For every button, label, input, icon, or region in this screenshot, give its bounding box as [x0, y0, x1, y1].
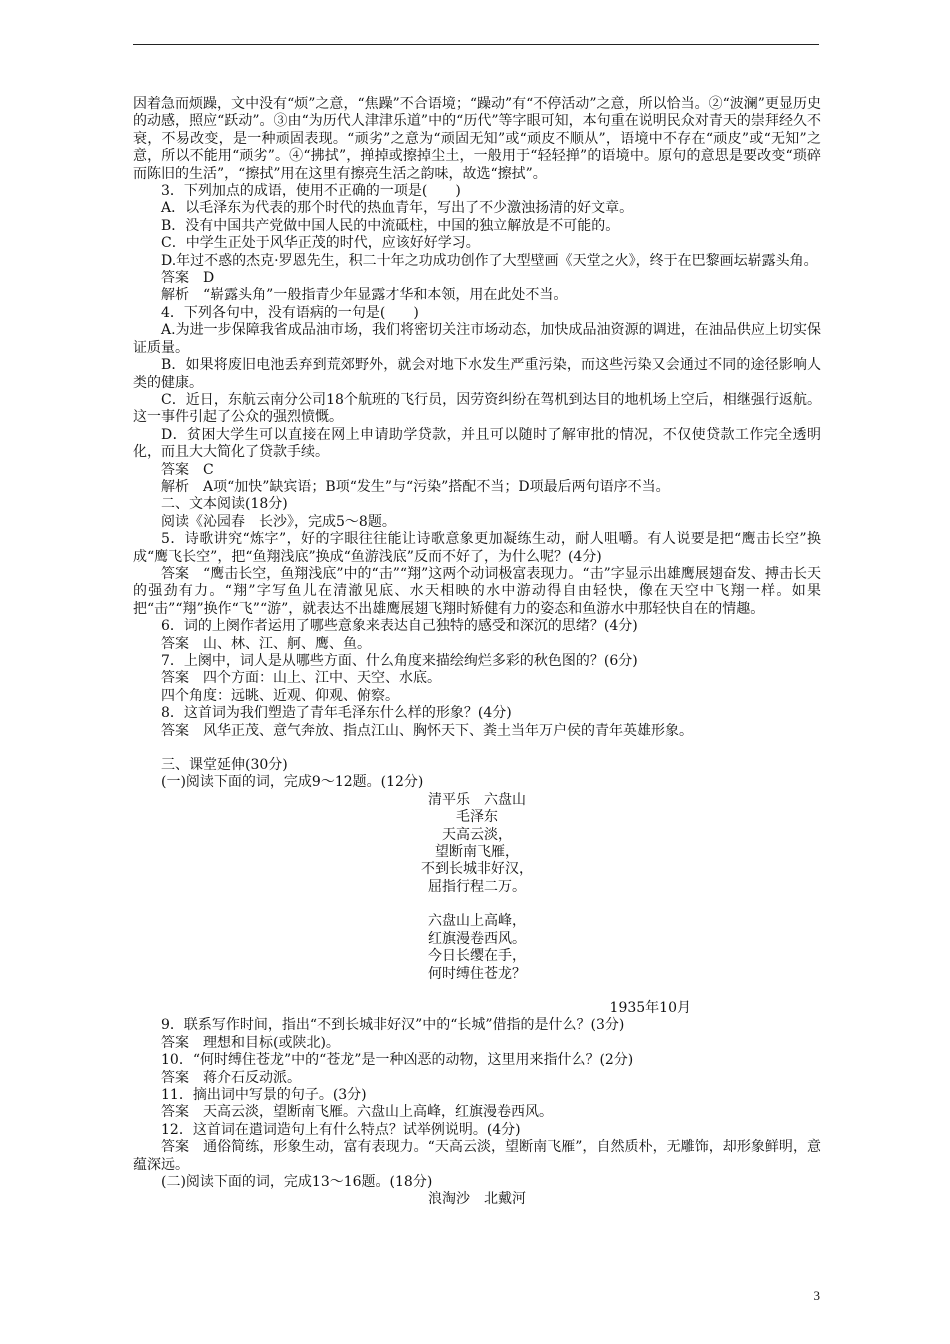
paragraph: C．中学生正处于风华正茂的时代，应该好好学习。 — [161, 235, 480, 252]
header-rule — [133, 44, 819, 45]
paragraph: A．以毛泽东为代表的那个时代的热血青年，写出了不少激浊扬清的好文章。 — [161, 200, 634, 217]
paragraph: 12．这首词在遣词造句上有什么特点？试举例说明。(4分) — [161, 1121, 521, 1138]
paragraph: 7．上阕中，词人是从哪些方面、什么角度来描绘绚烂多彩的秋色图的？(6分) — [161, 653, 638, 669]
section-intro: (一)阅读下面的词，完成9～12题。(12分) — [161, 774, 424, 791]
poem-line: 红旗漫卷西风。 — [428, 930, 526, 947]
paragraph: 答案 “鹰击长空，鱼翔浅底”中的“击”“翔”这两个动词极富表现力。“击”字显示出雄鹰展翅奋发、搏击长天的强劲有力。“翔”字写鱼儿在清澈见底、水天相映的水中游动得自由轻快，像在天空中飞翔一样。如果把“击”“翔”换作“飞”“游”，就表达不出雄鹰展翅飞翔时矫健有力的姿态和鱼游水中那轻快自在的情趣。 — [133, 565, 821, 617]
section-heading: 三、课堂延伸(30分) — [161, 757, 288, 774]
paragraph: 5．诗歌讲究“炼字”，好的字眼往往能让诗歌意象更加凝练生动，耐人咀嚼。有人说要是把“鹰击长空”换成“鹰飞长空”，把“鱼翔浅底”换成“鱼游浅底”反而不好了，为什么呢？(4分) — [133, 531, 821, 565]
paragraph: 阅读《沁园春 长沙》，完成5～8题。 — [161, 513, 396, 530]
paragraph: 答案 天高云淡，望断南飞雁。六盘山上高峰，红旗漫卷西风。 — [161, 1104, 553, 1121]
paragraph-block — [133, 96, 821, 740]
paragraph: 答案 四个方面：山上、江中、天空、水底。 — [161, 670, 441, 687]
paragraph: 9．联系写作时间，指出“不到长城非好汉”中的“长城”借指的是什么？(3分) — [161, 1017, 625, 1034]
poem2-title: 浪淘沙 北戴河 — [428, 1191, 526, 1208]
paragraph: 答案 理想和目标(或陕北)。 — [161, 1034, 340, 1051]
paragraph: 答案 D — [161, 270, 215, 287]
paragraph: D.年过不惑的杰克·罗恩先生，积二十年之功成功创作了大型壁画《天堂之火》，终于在巴黎画坛崭露头角。 — [161, 252, 818, 269]
poem-line: 何时缚住苍龙？ — [428, 965, 526, 982]
paragraph: 答案 C — [161, 461, 214, 478]
page-number: 3 — [813, 1288, 820, 1303]
paragraph: D．贫困大学生可以直接在网上申请助学贷款，并且可以随时了解审批的情况，不仅使贷款工作完全透明化，而且大大简化了贷款手续。 — [133, 426, 821, 461]
poem-line: 天高云淡， — [442, 826, 512, 843]
poem-stanza-2 — [133, 913, 821, 983]
paragraph: 解析 A项“加快”缺宾语；B项“发生”与“污染”搭配不当；D项最后两句语序不当。 — [161, 478, 670, 495]
questions-block — [133, 1017, 821, 1191]
paragraph: 答案 蒋介石反动派。 — [161, 1069, 301, 1086]
paragraph: 10．“何时缚住苍龙”中的“苍龙”是一种凶恶的动物，这里用来指什么？(2分) — [161, 1052, 634, 1069]
poem-line: 六盘山上高峰， — [428, 913, 526, 930]
paragraph: 3．下列加点的成语，使用不正确的一项是( ) — [161, 183, 461, 200]
paragraph: 8．这首词为我们塑造了青年毛泽东什么样的形象？(4分) — [161, 705, 512, 722]
paragraph: 二、文本阅读(18分) — [161, 496, 288, 513]
paragraph: 四个角度：远眺、近观、仰观、俯察。 — [161, 687, 399, 704]
paragraph: 解析 “崭露头角”一般指青少年显露才华和本领，用在此处不当。 — [161, 287, 568, 304]
paragraph: B．没有中国共产党做中国人民的中流砥柱，中国的独立解放是不可能的。 — [161, 217, 620, 234]
page-body — [133, 96, 821, 1209]
paragraph: 6．词的上阕作者运用了哪些意象来表达自己独特的感受和深沉的思绪？(4分) — [161, 618, 638, 635]
paragraph: B．如果将废旧电池丢弃到荒郊野外，就会对地下水发生严重污染，而这些污染又会通过不同的途径影响人类的健康。 — [133, 357, 821, 391]
poem-stanza-1 — [133, 827, 821, 897]
paragraph: 答案 山、林、江、舸、鹰、鱼。 — [161, 635, 371, 652]
poem-line: 不到长城非好汉， — [421, 861, 533, 878]
poem-line: 望断南飞雁， — [435, 844, 519, 861]
paragraph: 11．摘出词中写景的句子。(3分) — [161, 1086, 367, 1103]
paragraph: C．近日，东航云南分公司18个航班的飞行员，因劳资纠纷在驾机到达目的地机场上空后，相继强行返航。这一事件引起了公众的强烈愤慨。 — [133, 391, 821, 426]
paragraph: 答案 风华正茂、意气奔放、指点江山、胸怀天下、粪土当年万户侯的青年英雄形象。 — [161, 722, 693, 739]
poem-line: 屈指行程二万。 — [428, 878, 526, 895]
paragraph: A.为进一步保障我省成品油市场，我们将密切关注市场动态，加快成品油资源的调进，在油品供应上切实保证质量。 — [133, 322, 821, 356]
paragraph: 因着急而烦躁，文中没有“烦”之意，“焦躁”不合语境；“躁动”有“不停活动”之意，所以恰当。②“波澜”更显历史的动感，照应“跃动”。③由“为历代人津津乐道”中的“历代”等字眼可知，本句重在说明民众对青天的崇拜经久不衰，不易改变，是一种顽固表现。“顽劣”之意为“顽固无知”或“顽皮不顺从”，语境中不存在“顽皮”或“无知”之意，所以不能用“顽劣”。④“拂拭”，掸掉或擦掉尘土，一般用于“轻轻掸”的语境中。原句的意思是要改变“琐碎而陈旧的生活”，“擦拭”用在这里有擦亮生活之韵味，故选“擦拭”。 — [133, 96, 821, 182]
paragraph: (二)阅读下面的词，完成13～16题。(18分) — [161, 1173, 433, 1190]
poem-author: 毛泽东 — [456, 809, 498, 826]
poem-line: 今日长缨在手， — [428, 948, 526, 965]
paragraph: 4．下列各句中，没有语病的一句是( ) — [161, 304, 419, 321]
paragraph: 答案 通俗简练，形象生动，富有表现力。“天高云淡，望断南飞雁”，自然质朴，无雕饰，却形象鲜明，意蕴深远。 — [133, 1139, 821, 1173]
poem-title: 清平乐 六盘山 — [428, 791, 526, 808]
poem-date: 1935年10月 — [609, 999, 691, 1016]
